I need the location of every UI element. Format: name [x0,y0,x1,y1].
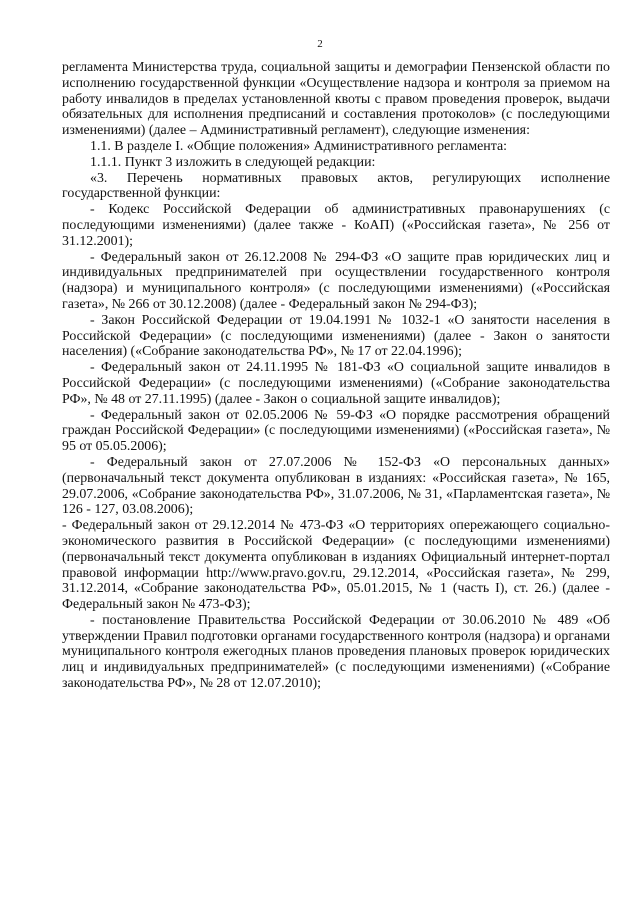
document-body [62,60,610,692]
list-item-law-294: - Федеральный закон от 26.12.2008 № 294-ФЗ «О защите прав юридических лиц и индивидуальных предпринимателей при осуществлении государственного контроля (надзора) и муниципального контроля» (с последующими изменениями) («Российская газета», № 266 от 30.12.2008) (далее - Федеральный закон № 294-ФЗ); [62,249,610,312]
paragraph-legal-acts-list-heading: «3. Перечень нормативных правовых актов, регулирующих исполнение государственной функции: [62,170,610,202]
list-item-koap: - Кодекс Российской Федерации об административных правонарушениях (с последующими изменениями) (далее также - КоАП) («Российская газета», № 256 от 31.12.2001); [62,202,610,249]
list-item-law-181: - Федеральный закон от 24.11.1995 № 181-ФЗ «О социальной защите инвалидов в Российской Федерации» (с последующими изменениями) («Собрание законодательства РФ», № 48 от 27.11.1995) (далее - Закон о социальной защите инвалидов); [62,360,610,407]
list-item-law-473: - Федеральный закон от 29.12.2014 № 473-ФЗ «О территориях опережающего социально-экономического развития в Российской Федерации» (с последующими изменениями) (первоначальный текст документа опубликован в изданиях Официальный интернет-портал правовой информации http://www.pravo.gov.ru, 29.12.2014, «Российская газета», № 299, 31.12.2014, «Собрание законодательства РФ», 05.01.2015, № 1 (часть I), ст. 26.) (далее - Федеральный закон № 473-ФЗ); [62,518,610,613]
list-item-decree-489: - постановление Правительства Российской Федерации от 30.06.2010 № 489 «Об утверждении Правил подготовки органами государственного контроля (надзора) и органами муниципального контроля ежегодных планов проведения плановых проверок юридических лиц и индивидуальных предпринимателей» (с последующими изменениями) («Собрание законодательства РФ», № 28 от 12.07.2010); [62,612,610,692]
paragraph-regulation-intro: регламента Министерства труда, социальной защиты и демографии Пензенской области по исполнению государственной функции «Осуществление надзора и контроля за приемом на работу инвалидов в пределах установленной квоты с правом проведения проверок, выдачи обязательных для исполнения предписаний и составления протоколов» (с последующими изменениями) (далее – Административный регламент), следующие изменения: [62,60,610,139]
list-item-law-1032-1: - Закон Российской Федерации от 19.04.1991 № 1032-1 «О занятости населения в Российской Федерации» (с последующими изменениями) (далее - Закон о занятости населения) («Собрание законодательства РФ», № 17 от 22.04.1996); [62,312,610,360]
page-number: 2 [317,38,323,50]
paragraph-clause-1-1-1: 1.1.1. Пункт 3 изложить в следующей редакции: [90,154,376,170]
list-item-law-152: - Федеральный закон от 27.07.2006 № 152-ФЗ «О персональных данных» (первоначальный текст документа опубликован в изданиях: «Российская газета», № 165, 29.07.2006, «Собрание законодательства РФ», 31.07.2006, № 31, «Парламентская газета», № 126 - 127, 03.08.2006); [62,454,610,518]
list-item-law-59: - Федеральный закон от 02.05.2006 № 59-ФЗ «О порядке рассмотрения обращений граждан Российской Федерации» (с последующими изменениями) («Российская газета», № 95 от 05.05.2006); [62,407,610,455]
paragraph-section-1-1: 1.1. В разделе I. «Общие положения» Административного регламента: [90,138,507,154]
